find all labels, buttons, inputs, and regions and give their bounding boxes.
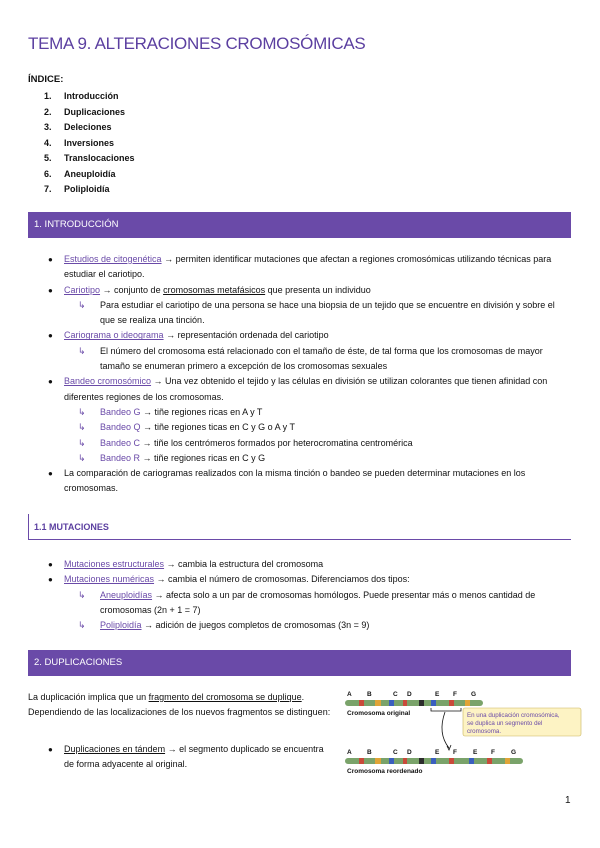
index-label: ÍNDICE:	[28, 74, 64, 85]
sub-list-item: ↳ Bandeo G → tiñe regiones ricas en A y T	[64, 405, 568, 420]
note-text: En una duplicación cromosómica,	[467, 712, 560, 719]
list-item: ● La comparación de cariogramas realizados con la misma tinción o bandeo se pueden determinar mutaciones en los cromosomas.	[28, 466, 568, 497]
note-text: cromosoma.	[467, 728, 502, 735]
sub-arrow-icon: ↳	[78, 299, 86, 310]
band-letter: C	[393, 691, 398, 698]
section-heading-introduccion: 1. INTRODUCCIÓN	[28, 212, 571, 238]
index-item: 4. Inversiones	[44, 137, 115, 148]
band-letter: B	[367, 691, 372, 698]
band-letter: A	[347, 749, 352, 756]
sub-arrow-icon: ↳	[78, 620, 86, 631]
sub-list-item: ↳ Poliploidía → adición de juegos completos de cromosomas (3n = 9)	[64, 618, 568, 633]
sub-arrow-icon: ↳	[78, 345, 86, 356]
link-mutaciones-estructurales[interactable]: Mutaciones estructurales	[64, 559, 165, 569]
band-letter: E	[435, 749, 440, 756]
list-item: ● Mutaciones numéricas → cambia el número de cromosomas. Diferenciamos dos tipos: ↳ Aneuploidías → afecta solo a un par de cromosomas homólogos. Puede presentar más o menos cantidad de cromosomas (2n + 1 = 7) ↳ Poliploidía → adición de juegos completos de cromosomas (3n = 9)	[28, 572, 568, 633]
list-item: ● Mutaciones estructurales → cambia la estructura del cromosoma	[28, 557, 568, 572]
band-letter: C	[393, 749, 398, 756]
list-item: ● Cariotipo → conjunto de cromosomas metafásicos que presenta un individuo ↳ Para estudiar el cariotipo de una persona se hace una biopsia de un tejido que se encuentre en división y sobre el que se realiza una tinción.	[28, 283, 568, 329]
original-chromosome-label: Cromosoma original	[347, 710, 411, 717]
section-heading-duplicaciones: 2. DUPLICACIONES	[28, 650, 571, 676]
sub-arrow-icon: ↳	[78, 406, 86, 417]
page-title: TEMA 9. ALTERACIONES CROMOSÓMICAS	[28, 34, 366, 53]
index-item: 2. Duplicaciones	[44, 106, 126, 117]
duplicaciones-paragraph: La duplicación implica que un fragmento del cromosoma se duplique. Dependiendo de las localizaciones de los nuevos fragmentos se distinguen:	[28, 692, 331, 718]
index-list	[44, 89, 135, 198]
band-letter: D	[407, 749, 412, 756]
note-text: se duplica un segmento del	[467, 720, 543, 727]
band-letter: E	[435, 691, 440, 698]
link-cariotipo[interactable]: Cariotipo	[64, 284, 101, 295]
sub-arrow-icon: ↳	[78, 437, 86, 448]
intro-list	[28, 252, 568, 497]
sub-arrow-icon: ↳	[78, 422, 86, 433]
index-item: 3. Deleciones	[44, 122, 112, 132]
original-chromosome	[345, 700, 483, 706]
chromosome-duplication-figure	[345, 688, 585, 780]
reordered-chromosome	[345, 758, 523, 764]
list-item: ● Estudios de citogenética → permiten identificar mutaciones que afectan a regiones cromosómicas utilizando técnicas para estudiar el cariotipo.	[28, 252, 568, 283]
band-letter: G	[511, 749, 517, 756]
band-letter: G	[471, 691, 477, 698]
subsection-heading-mutaciones: 1.1 MUTACIONES	[28, 514, 571, 540]
sub-list-item: ↳ Aneuploidías → afecta solo a un par de cromosomas homólogos. Puede presentar más o menos cantidad de cromosomas (2n + 1 = 7)	[78, 589, 536, 615]
sub-arrow-icon: ↳	[78, 452, 86, 463]
index-item: 1. Introducción	[44, 91, 119, 101]
sub-list-item: ↳ Para estudiar el cariotipo de una persona se hace una biopsia de un tejido que se encuentre en división y sobre el que se realiza una tinción.	[78, 299, 555, 326]
sub-list-item: ↳ El número del cromosoma está relacionado con el tamaño de éste, de tal forma que los cromosomas de mayor tamaño se enumeran primero a excepción de los cromosomas sexuales	[78, 345, 543, 372]
link-estudios-citogenetica[interactable]: Estudios de citogenética	[64, 254, 162, 264]
sub-list-item: ↳ Bandeo Q → tiñe regiones ticas en C y G o A y T	[64, 420, 568, 435]
sub-arrow-icon: ↳	[78, 589, 86, 600]
duplicaciones-list	[28, 742, 333, 773]
band-letter: F	[453, 691, 457, 698]
band-letter: F	[453, 749, 457, 756]
band-letter: D	[407, 691, 412, 698]
band-letter: E	[473, 749, 478, 756]
list-item: ● Cariograma o ideograma → representación ordenada del cariotipo ↳ El número del cromosoma está relacionado con el tamaño de éste, de tal forma que los cromosomas de mayor tamaño se enumeran primero a excepción de los cromosomas sexuales	[28, 328, 568, 374]
page-number: 1	[565, 795, 571, 806]
list-item: ● Duplicaciones en tándem → el segmento duplicado se encuentra de forma adyacente al original.	[28, 742, 333, 773]
list-item: ● Bandeo cromosómico → Una vez obtenido el tejido y las células en división se utilizan colorantes que tienen afinidad con diferentes regiones de los cromosomas. ↳ Bandeo G → tiñe regiones ricas en A y T ↳ Bandeo Q → tiñe regiones ticas en C y G o A y T ↳ Bandeo C → tiñe los centrómeros formados por heterocromatina centromérica ↳ Bandeo R → tiñe regiones ricas en C y G	[28, 374, 568, 466]
index-item: 7. Poliploidía	[44, 184, 110, 194]
mutaciones-list	[28, 557, 568, 633]
sub-list-item: ↳ Bandeo C → tiñe los centrómeros formados por heterocromatina centromérica	[64, 436, 568, 451]
reordered-chromosome-label: Cromosoma reordenado	[347, 768, 423, 775]
sub-list-item: ↳ Bandeo R → tiñe regiones ricas en C y G	[64, 451, 568, 466]
link-cariograma[interactable]: Cariograma o ideograma	[64, 330, 164, 341]
link-poliploidia[interactable]: Poliploidía	[100, 620, 142, 631]
band-letter: B	[367, 749, 372, 756]
index-item: 6. Aneuploidía	[44, 168, 116, 179]
link-aneuploidias[interactable]: Aneuploidías	[100, 589, 153, 600]
band-letter: A	[347, 691, 352, 698]
link-bandeo-cromosomico[interactable]: Bandeo cromosómico	[64, 376, 152, 387]
band-letter: F	[491, 749, 495, 756]
index-item: 5. Translocaciones	[44, 153, 135, 163]
link-mutaciones-numericas[interactable]: Mutaciones numéricas	[64, 574, 155, 585]
